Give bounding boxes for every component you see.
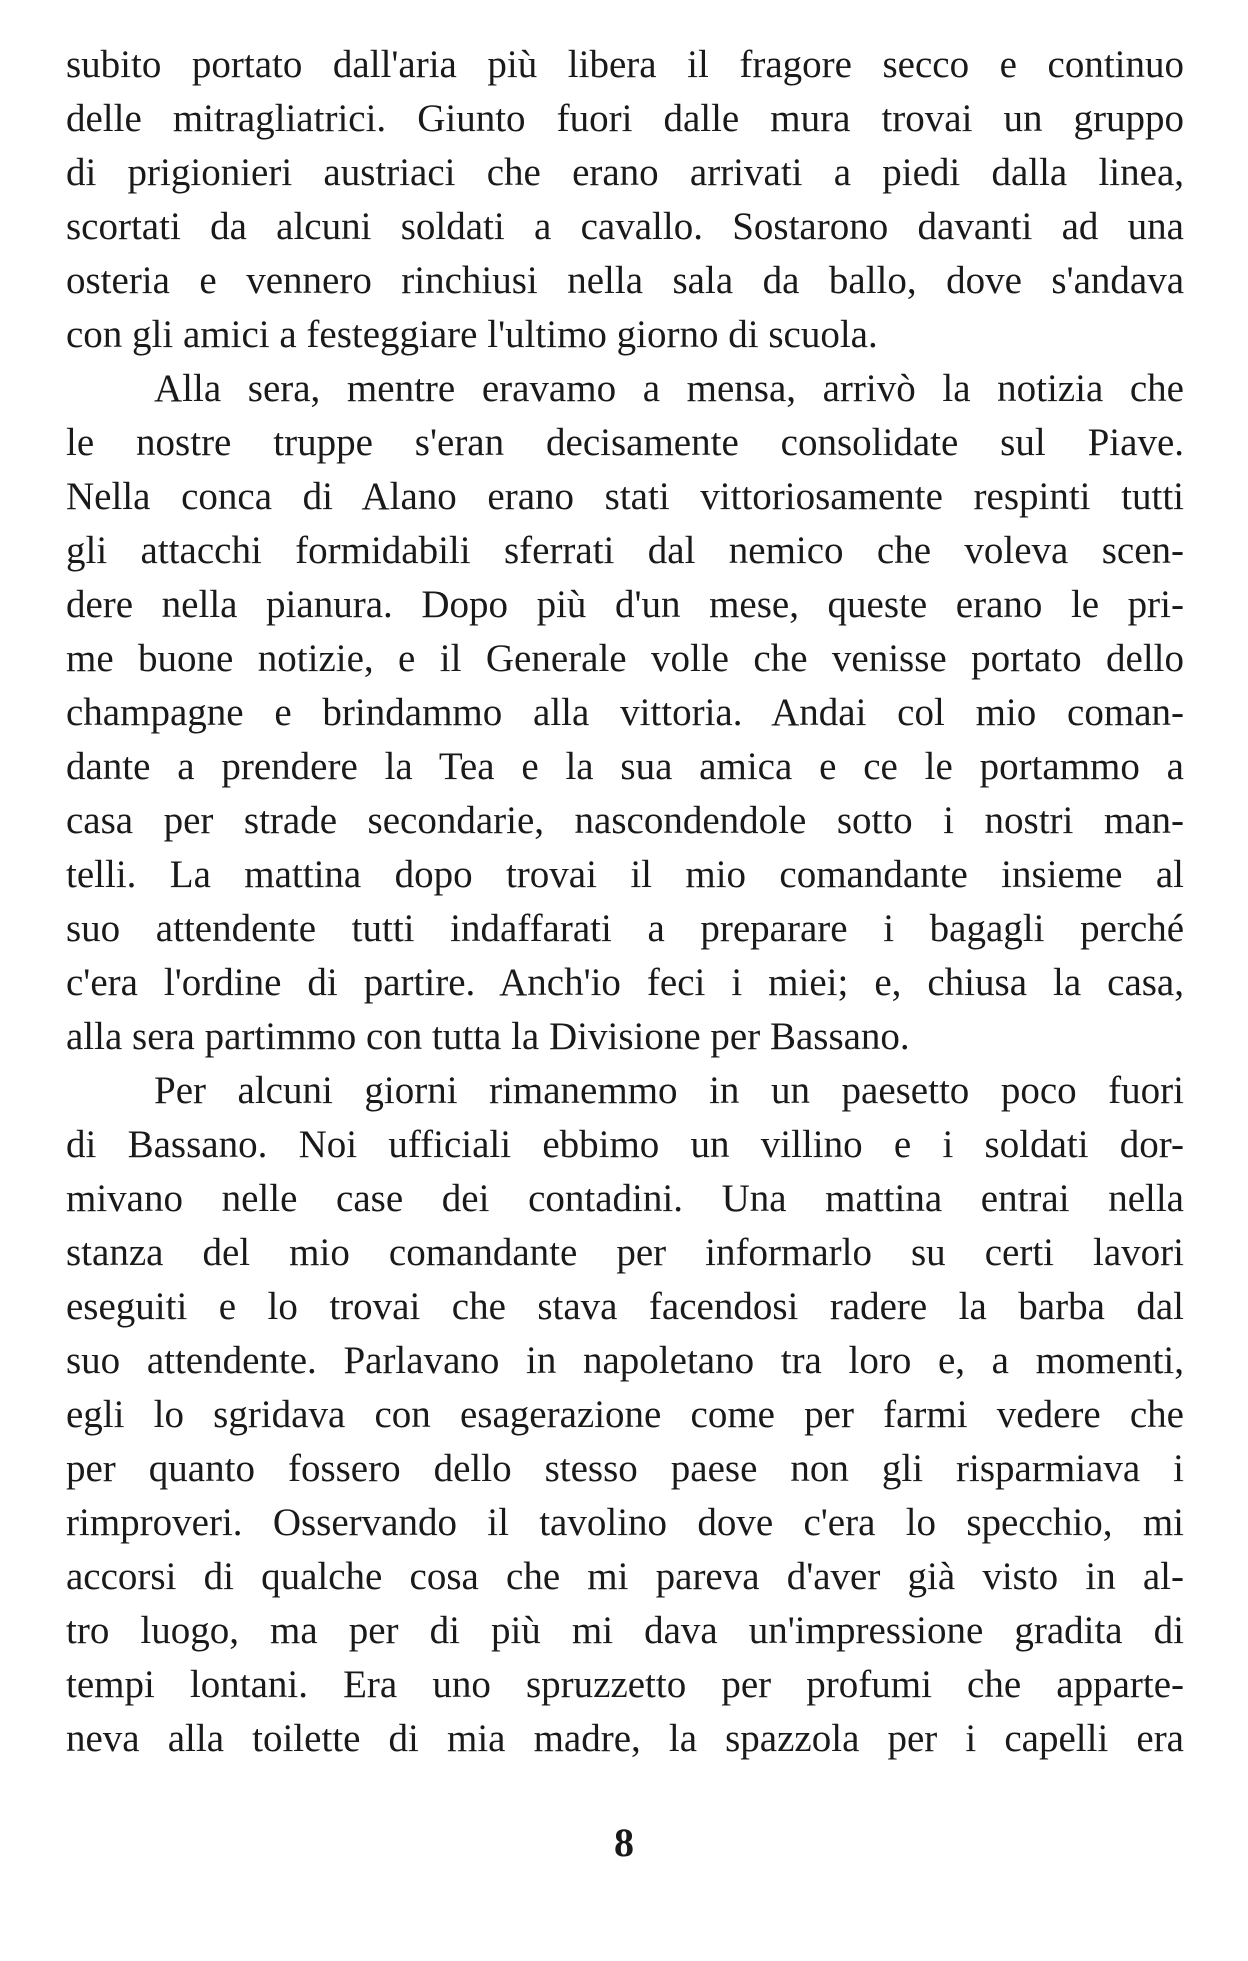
text-line: per quanto fossero dello stesso paese non gli risparmiava i [66, 1447, 1184, 1490]
page-body [66, 38, 1184, 1766]
text-line: gli attacchi formidabili sferrati dal nemico che voleva scen- [66, 529, 1184, 572]
text-line: Alla sera, mentre eravamo a mensa, arrivò la notizia che [154, 367, 1184, 410]
text-line: egli lo sgridava con esagerazione come per farmi vedere che [66, 1393, 1184, 1436]
text-line: dante a prendere la Tea e la sua amica e ce le portammo a [66, 745, 1184, 788]
text-line: c'era l'ordine di partire. Anch'io feci i miei; e, chiusa la casa, [66, 961, 1184, 1004]
text-line: champagne e brindammo alla vittoria. Andai col mio coman- [66, 691, 1184, 734]
text-line: subito portato dall'aria più libera il fragore secco e continuo [66, 43, 1184, 86]
text-line: neva alla toilette di mia madre, la spazzola per i capelli era [66, 1717, 1184, 1760]
page-number: 8 [614, 1820, 634, 1865]
text-line: con gli amici a festeggiare l'ultimo giorno di scuola. [66, 313, 878, 356]
text-line: Per alcuni giorni rimanemmo in un paesetto poco fuori [154, 1069, 1184, 1112]
text-line: tempi lontani. Era uno spruzzetto per profumi che apparte- [66, 1663, 1184, 1706]
text-line: osteria e vennero rinchiusi nella sala da ballo, dove s'andava [66, 259, 1184, 302]
paragraph [66, 362, 1184, 1064]
text-line: me buone notizie, e il Generale volle che venisse portato dello [66, 637, 1184, 680]
text-line: dere nella pianura. Dopo più d'un mese, queste erano le pri- [66, 583, 1184, 626]
text-line: rimproveri. Osservando il tavolino dove c'era lo specchio, mi [66, 1501, 1184, 1544]
text-line: suo attendente. Parlavano in napoletano tra loro e, a momenti, [66, 1339, 1184, 1382]
text-line: le nostre truppe s'eran decisamente consolidate sul Piave. [66, 421, 1184, 464]
paragraph [66, 1064, 1184, 1766]
text-line: mivano nelle case dei contadini. Una mattina entrai nella [66, 1177, 1184, 1220]
text-line: telli. La mattina dopo trovai il mio comandante insieme al [66, 853, 1184, 896]
text-line: accorsi di qualche cosa che mi pareva d'aver già visto in al- [66, 1555, 1184, 1598]
text-line: alla sera partimmo con tutta la Divisione per Bassano. [66, 1015, 910, 1058]
text-line: scortati da alcuni soldati a cavallo. Sostarono davanti ad una [66, 205, 1184, 248]
text-line: Nella conca di Alano erano stati vittoriosamente respinti tutti [66, 475, 1184, 518]
paragraph [66, 38, 1184, 362]
text-line: casa per strade secondarie, nascondendole sotto i nostri man- [66, 799, 1184, 842]
text-line: di Bassano. Noi ufficiali ebbimo un villino e i soldati dor- [66, 1123, 1184, 1166]
text-line: di prigionieri austriaci che erano arrivati a piedi dalla linea, [66, 151, 1184, 194]
text-line: delle mitragliatrici. Giunto fuori dalle mura trovai un gruppo [66, 97, 1184, 140]
text-line: suo attendente tutti indaffarati a preparare i bagagli perché [66, 907, 1184, 950]
text-line: tro luogo, ma per di più mi dava un'impressione gradita di [66, 1609, 1184, 1652]
text-line: eseguiti e lo trovai che stava facendosi radere la barba dal [66, 1285, 1184, 1328]
text-line: stanza del mio comandante per informarlo su certi lavori [66, 1231, 1184, 1274]
